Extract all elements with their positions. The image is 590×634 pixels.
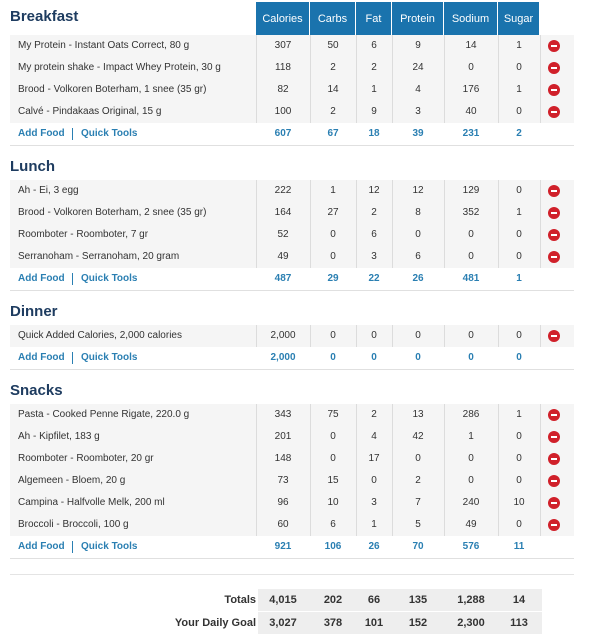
nutrient-value-sugar: 10 [513,497,525,508]
nutrient-value-fat: 9 [371,106,377,117]
summary-label: Totals [224,594,256,606]
nutrient-value-carbs: 0 [330,229,336,240]
nutrient-value-fat: 1 [371,84,377,95]
nutrient-value-sugar: 1 [516,84,522,95]
remove-entry-icon[interactable] [548,40,560,52]
nutrient-value-carbs: 27 [327,207,339,218]
link-separator [72,541,73,553]
nutrient-value-carbs: 2 [330,106,336,117]
nutrient-value-calories: 148 [274,453,292,464]
add-food-link[interactable]: Add Food [18,273,65,284]
food-name[interactable]: Roomboter - Roomboter, 7 gr [18,229,149,240]
nutrient-value-fat: 2 [371,207,377,218]
remove-entry-icon[interactable] [548,207,560,219]
column-divider [540,57,541,79]
nutrient-value-sodium: 129 [462,185,480,196]
meal-total-fat: 18 [368,128,380,139]
meal-total-sugar: 2 [516,128,522,139]
nutrient-value-sodium: 40 [465,106,477,117]
nutrient-value-sodium: 0 [468,453,474,464]
nutrient-value-sugar: 0 [516,431,522,442]
nutrient-value-calories: 201 [274,431,292,442]
food-name[interactable]: My Protein - Instant Oats Correct, 80 g [18,40,190,51]
meal-total-carbs: 67 [327,128,339,139]
summary-value-calories: 4,015 [269,594,297,606]
food-name[interactable]: Ah - Ei, 3 egg [18,185,79,196]
food-row [10,57,574,80]
nutrient-value-calories: 60 [277,519,289,530]
meal-title-breakfast: Breakfast [10,8,79,25]
food-row [10,448,574,471]
column-header-protein: Protein [392,2,443,35]
totals-divider [10,574,574,575]
remove-entry-icon[interactable] [548,251,560,263]
nutrient-value-sugar: 0 [516,229,522,240]
nutrient-value-sodium: 0 [468,229,474,240]
meal-total-carbs: 0 [330,352,336,363]
meal-total-row [10,123,574,146]
nutrient-value-sodium: 240 [462,497,480,508]
link-separator [72,273,73,285]
nutrient-value-sodium: 49 [465,519,477,530]
nutrient-value-fat: 6 [371,40,377,51]
meal-total-row [10,536,574,559]
nutrient-value-carbs: 0 [330,251,336,262]
nutrient-value-sodium: 14 [465,40,477,51]
nutrient-value-calories: 164 [274,207,292,218]
nutrient-value-fat: 4 [371,431,377,442]
meal-total-sugar: 1 [516,273,522,284]
food-row [10,246,574,269]
quick-tools-link[interactable]: Quick Tools [81,128,138,139]
summary-value-fat: 101 [364,617,384,629]
column-header-sugar: Sugar [498,2,539,35]
nutrient-value-protein: 7 [415,497,421,508]
summary-value-calories: 3,027 [269,617,297,629]
food-name[interactable]: Brood - Volkoren Boterham, 2 snee (35 gr) [18,207,207,218]
food-name[interactable]: My protein shake - Impact Whey Protein, 30 g [18,62,221,73]
column-divider [540,224,541,246]
food-name[interactable]: Pasta - Cooked Penne Rigate, 220.0 g [18,409,190,420]
nutrient-value-fat: 12 [368,185,380,196]
food-name[interactable]: Quick Added Calories, 2,000 calories [18,330,182,341]
food-row [10,224,574,247]
nutrient-value-protein: 42 [412,431,424,442]
nutrient-value-fat: 6 [371,229,377,240]
summary-value-sodium: 1,288 [457,594,485,606]
nutrient-value-protein: 3 [415,106,421,117]
summary-value-carbs: 378 [323,617,343,629]
summary-row [10,589,574,611]
nutrient-value-fat: 3 [371,251,377,262]
nutrient-value-carbs: 0 [330,431,336,442]
remove-entry-icon[interactable] [548,62,560,74]
nutrient-value-protein: 2 [415,475,421,486]
meal-title-snacks: Snacks [10,382,63,399]
nutrient-value-calories: 2,000 [270,330,296,341]
nutrient-value-fat: 0 [371,330,377,341]
column-header-calories: Calories [256,2,309,35]
meal-total-calories: 607 [274,128,292,139]
nutrient-value-calories: 307 [274,40,292,51]
nutrient-value-sugar: 0 [516,185,522,196]
column-divider [540,35,541,57]
quick-tools-link[interactable]: Quick Tools [81,273,138,284]
summary-value-sugar: 14 [512,594,526,606]
nutrient-value-carbs: 2 [330,62,336,73]
meal-title-lunch: Lunch [10,158,55,175]
nutrient-value-carbs: 10 [327,497,339,508]
column-divider [540,404,541,426]
nutrient-value-calories: 73 [277,475,289,486]
column-header-fat: Fat [356,2,391,35]
food-row [10,180,574,203]
nutrient-value-fat: 3 [371,497,377,508]
nutrient-value-sugar: 1 [516,207,522,218]
nutrient-value-carbs: 14 [327,84,339,95]
remove-entry-icon[interactable] [548,475,560,487]
food-row [10,35,574,58]
food-name[interactable]: Brood - Volkoren Boterham, 1 snee (35 gr) [18,84,207,95]
summary-row [10,612,574,634]
meal-total-fat: 0 [371,352,377,363]
remove-entry-icon[interactable] [548,409,560,421]
link-separator [72,128,73,140]
nutrient-value-calories: 96 [277,497,289,508]
nutrient-value-protein: 13 [412,409,424,420]
column-divider [540,101,541,123]
summary-value-carbs: 202 [323,594,343,606]
nutrient-value-calories: 343 [274,409,292,420]
meal-total-protein: 70 [412,541,424,552]
nutrient-value-sugar: 0 [516,475,522,486]
nutrient-value-calories: 82 [277,84,289,95]
food-row [10,492,574,515]
food-row [10,426,574,449]
food-row [10,202,574,225]
food-name[interactable]: Roomboter - Roomboter, 20 gr [18,453,154,464]
food-row [10,101,574,124]
column-header-carbs: Carbs [310,2,355,35]
remove-entry-icon[interactable] [548,453,560,465]
nutrient-value-sugar: 0 [516,330,522,341]
nutrient-value-carbs: 0 [330,453,336,464]
column-divider [540,180,541,202]
nutrient-value-sodium: 286 [462,409,480,420]
nutrient-value-sodium: 0 [468,251,474,262]
food-row [10,79,574,102]
meal-total-calories: 921 [274,541,292,552]
nutrient-value-sugar: 0 [516,519,522,530]
column-divider [540,202,541,224]
remove-entry-icon[interactable] [548,84,560,96]
nutrient-value-carbs: 75 [327,409,339,420]
food-name[interactable]: Calvé - Pindakaas Original, 15 g [18,106,162,117]
nutrient-value-calories: 49 [277,251,289,262]
nutrient-value-protein: 0 [415,229,421,240]
remove-entry-icon[interactable] [548,229,560,241]
nutrient-value-protein: 12 [412,185,424,196]
nutrient-value-sodium: 176 [462,84,480,95]
nutrient-value-carbs: 0 [330,330,336,341]
meal-total-calories: 487 [274,273,292,284]
nutrient-value-protein: 5 [415,519,421,530]
nutrient-value-calories: 118 [275,62,291,73]
quick-tools-link[interactable]: Quick Tools [81,352,138,363]
meal-total-protein: 0 [415,352,421,363]
nutrient-value-fat: 2 [371,409,377,420]
nutrient-value-calories: 100 [274,106,292,117]
nutrient-value-protein: 0 [415,453,421,464]
remove-entry-icon[interactable] [548,519,560,531]
nutrient-value-protein: 4 [415,84,421,95]
remove-entry-icon[interactable] [548,106,560,118]
meal-total-row [10,268,574,291]
nutrient-value-protein: 6 [415,251,421,262]
add-food-link[interactable]: Add Food [18,128,65,139]
remove-entry-icon[interactable] [548,497,560,509]
food-name[interactable]: Serranoham - Serranoham, 20 gram [18,251,180,262]
remove-entry-icon[interactable] [548,185,560,197]
nutrient-value-protein: 9 [415,40,421,51]
summary-label: Your Daily Goal [174,617,256,629]
meal-total-sugar: 11 [513,541,525,552]
nutrient-value-calories: 52 [277,229,289,240]
meal-total-carbs: 29 [327,273,339,284]
nutrient-value-carbs: 15 [327,475,339,486]
column-divider [540,325,541,347]
meal-total-sodium: 0 [468,352,474,363]
meal-total-sodium: 576 [462,541,480,552]
nutrient-value-sugar: 1 [516,409,522,420]
meal-total-sodium: 231 [462,128,480,139]
nutrient-value-fat: 0 [371,475,377,486]
nutrient-value-sugar: 0 [516,251,522,262]
nutrient-value-protein: 0 [415,330,421,341]
nutrient-value-protein: 24 [412,62,424,73]
nutrient-value-protein: 8 [415,207,421,218]
nutrient-value-sugar: 0 [516,106,522,117]
add-food-link[interactable]: Add Food [18,352,65,363]
meal-title-dinner: Dinner [10,303,58,320]
food-name[interactable]: Broccoli - Broccoli, 100 g [18,519,129,530]
nutrient-value-fat: 2 [371,62,377,73]
nutrient-value-carbs: 1 [330,185,336,196]
nutrient-value-fat: 1 [371,519,377,530]
food-row [10,404,574,427]
nutrient-value-sugar: 0 [516,62,522,73]
food-name[interactable]: Algemeen - Bloem, 20 g [18,475,126,486]
nutrient-value-sodium: 352 [462,207,480,218]
summary-value-sugar: 113 [510,617,528,629]
meal-total-carbs: 106 [324,541,342,552]
add-food-link[interactable]: Add Food [18,541,65,552]
meal-total-protein: 39 [412,128,424,139]
column-divider [540,448,541,470]
remove-entry-icon[interactable] [548,330,560,342]
food-row [10,470,574,493]
meal-total-sugar: 0 [516,352,522,363]
nutrient-value-sugar: 1 [516,40,522,51]
summary-value-protein: 135 [408,594,428,606]
nutrient-value-fat: 17 [368,453,380,464]
nutrient-value-carbs: 6 [330,519,336,530]
nutrient-value-sodium: 0 [468,330,474,341]
nutrient-value-sodium: 1 [468,431,474,442]
meal-total-protein: 26 [412,273,424,284]
nutrient-value-sugar: 0 [516,453,522,464]
column-header-sodium: Sodium [444,2,497,35]
meal-total-fat: 26 [368,541,380,552]
food-name[interactable]: Campina - Halfvolle Melk, 200 ml [18,497,165,508]
food-name[interactable]: Ah - Kipfilet, 183 g [18,431,100,442]
nutrient-value-calories: 222 [274,185,292,196]
remove-entry-icon[interactable] [548,431,560,443]
nutrient-value-carbs: 50 [327,40,339,51]
meal-total-fat: 22 [368,273,380,284]
food-row [10,514,574,537]
column-divider [540,246,541,268]
meal-total-calories: 2,000 [270,352,296,363]
nutrient-value-sodium: 0 [468,62,474,73]
nutrient-value-sodium: 0 [468,475,474,486]
meal-total-row [10,347,574,370]
column-divider [540,426,541,448]
summary-value-fat: 66 [367,594,381,606]
food-row [10,325,574,348]
column-divider [540,79,541,101]
column-divider [540,492,541,514]
column-divider [540,514,541,536]
summary-value-protein: 152 [408,617,428,629]
summary-value-sodium: 2,300 [457,617,485,629]
column-divider [540,470,541,492]
meal-total-sodium: 481 [462,273,480,284]
quick-tools-link[interactable]: Quick Tools [81,541,138,552]
link-separator [72,352,73,364]
